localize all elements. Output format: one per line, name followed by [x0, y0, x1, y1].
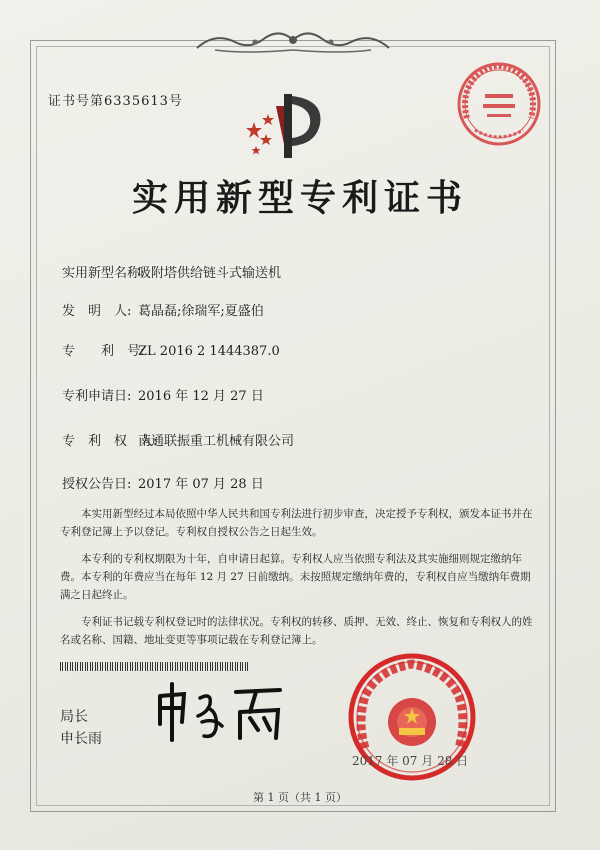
director-name: 申长雨 — [60, 731, 102, 747]
field-value: 2017 年 07 月 28 日 — [138, 477, 264, 492]
page-title: 实用新型专利证书 — [131, 177, 468, 219]
field-patentee — [62, 430, 294, 449]
body-paragraph: 专利证书记载专利权登记时的法律状况。专利权的转移、质押、无效、终止、恢复和专利权人的姓名或名称、国籍、地址变更等事项记载在专利登记簿上。 — [60, 616, 533, 646]
barcode — [60, 662, 248, 671]
field-label: 发 明 人: — [62, 304, 132, 319]
top-ornament-icon — [195, 28, 391, 56]
field-label: 实用新型名称: — [62, 266, 145, 281]
field-label: 专 利 权 人: — [62, 434, 158, 449]
cnipa-logo-icon — [240, 86, 330, 166]
field-value: 南通联振重工机械有限公司 — [138, 434, 295, 449]
seal-date: 2017 年 07 月 28 日 — [352, 754, 469, 768]
director-title: 局长 — [60, 709, 88, 725]
field-label: 专 利 号: — [62, 344, 145, 359]
field-application-date — [62, 385, 264, 404]
field-grant-date — [62, 473, 264, 492]
certificate-number: 证书号第6335613号 — [48, 94, 183, 109]
body-paragraph: 本专利的专利权期限为十年，自申请日起算。专利权人应当依照专利法及其实施细则规定缴纳年费。本专利的年费应当在每年 12 月 27 日前缴纳。未按照规定缴纳年费的，专利权自应当缴纳年费期满之日起终止。 — [60, 553, 531, 601]
field-label: 专利申请日: — [62, 389, 132, 404]
director-signature-icon — [152, 678, 292, 746]
page-number: 第 1 页（共 1 页） — [253, 791, 347, 804]
field-label: 授权公告日: — [62, 477, 132, 492]
field-value: 吸附塔供给链斗式输送机 — [138, 266, 282, 281]
field-inventors — [62, 300, 264, 319]
field-value: 葛晶磊;徐瑞军;夏盛伯 — [138, 304, 264, 319]
field-value: ZL 2016 2 1444387.0 — [138, 344, 280, 359]
field-patent-number — [62, 340, 280, 359]
field-value: 2016 年 12 月 27 日 — [138, 389, 264, 404]
field-utility-model-name — [62, 262, 281, 281]
tax-stamp-seal-icon — [455, 60, 543, 148]
body-paragraph: 本实用新型经过本局依照中华人民共和国专利法进行初步审查，决定授予专利权，颁发本证书并在专利登记簿上予以登记。专利权自授权公告之日起生效。 — [60, 508, 533, 538]
